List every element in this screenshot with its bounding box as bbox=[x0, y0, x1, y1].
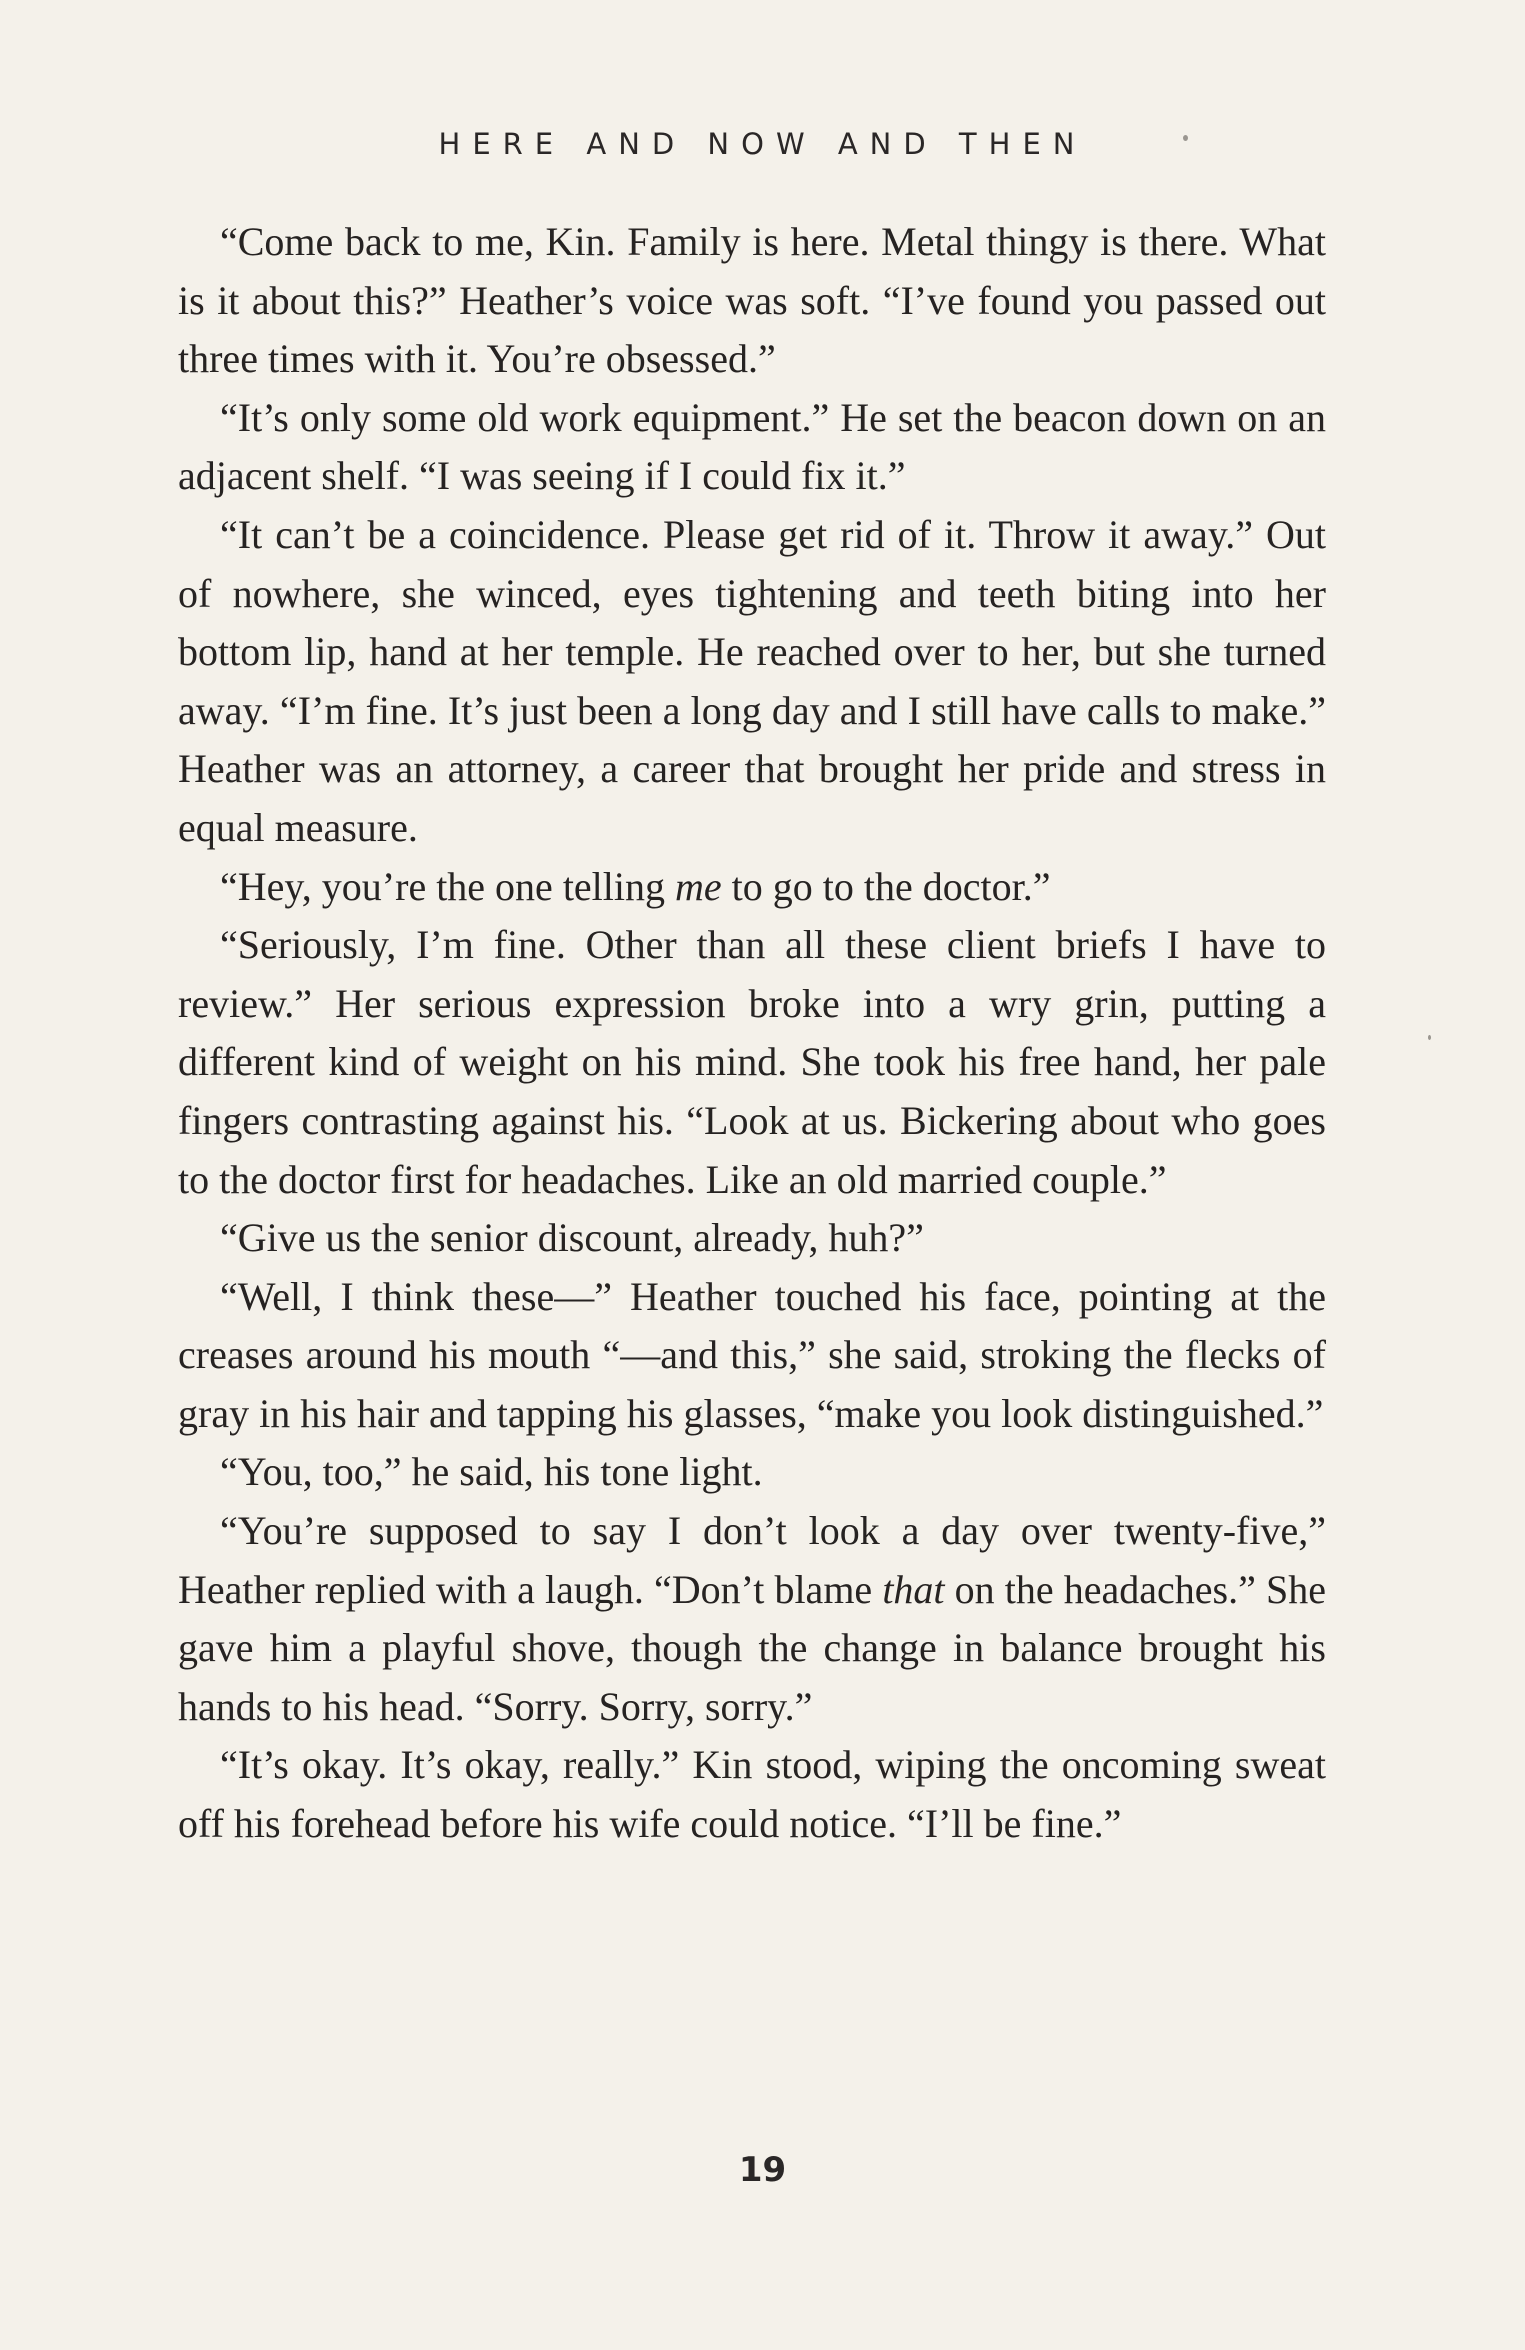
emphasis: me bbox=[675, 863, 722, 909]
paragraph: “Seriously, I’m fine. Other than all these client briefs I have to review.” Her serious expression broke into a wry grin, putting a different kind of weight on his mind. She took his free hand, her pale fingers contrasting against his. “Look at us. Bickering about who goes to the doctor first for headaches. Like an old married couple.” bbox=[178, 922, 1326, 1202]
body-text bbox=[178, 213, 1326, 1854]
paper-speck bbox=[1183, 135, 1188, 141]
paragraph-text: “You’re supposed to say I don’t look a day over twenty-five,” Heather replied with a laugh. “Don’t blame bbox=[178, 1508, 1326, 1612]
paragraph: “It can’t be a coincidence. Please get rid of it. Throw it away.” Out of nowhere, she winced, eyes tightening and teeth biting into her bottom lip, hand at her temple. He reached over to her, but she turned away. “I’m fine. It’s just been a long day and I still have calls to make.” Heather was an attorney, a career that brought her pride and stress in equal measure. bbox=[178, 511, 1326, 850]
paragraph: “You, too,” he said, his tone light. bbox=[220, 1449, 763, 1495]
paragraph: “Well, I think these—” Heather touched his face, pointing at the creases around his mouth “—and this,” she said, stroking the flecks of gray in his hair and tapping his glasses, “make you look distinguished.” bbox=[178, 1273, 1326, 1436]
page-number: 19 bbox=[738, 2150, 787, 2190]
emphasis: that bbox=[882, 1566, 945, 1612]
paragraph-text: to go to the doctor.” bbox=[721, 863, 1051, 909]
paragraph: “Come back to me, Kin. Family is here. Metal thingy is there. What is it about this?” Heather’s voice was soft. “I’ve found you passed out three times with it. You’re obsessed.” bbox=[178, 219, 1326, 382]
paper-speck bbox=[1428, 1035, 1431, 1040]
paragraph: “It’s okay. It’s okay, really.” Kin stood, wiping the oncoming sweat off his forehead before his wife could notice. “I’ll be fine.” bbox=[178, 1742, 1326, 1847]
paragraph: “Give us the senior discount, already, huh?” bbox=[220, 1215, 924, 1261]
paragraph bbox=[178, 1502, 1326, 1736]
paragraph-text: “Hey, you’re the one telling bbox=[220, 863, 676, 909]
paragraph bbox=[178, 858, 1326, 917]
paragraph-text: on the headaches.” She gave him a playful shove, though the change in balance brought his hands to his head. “Sorry. Sorry, sorry.” bbox=[178, 1566, 1326, 1729]
running-head: HERE AND NOW AND THEN bbox=[438, 127, 1087, 161]
paragraph: “It’s only some old work equipment.” He set the beacon down on an adjacent shelf. “I was seeing if I could fix it.” bbox=[178, 394, 1326, 499]
